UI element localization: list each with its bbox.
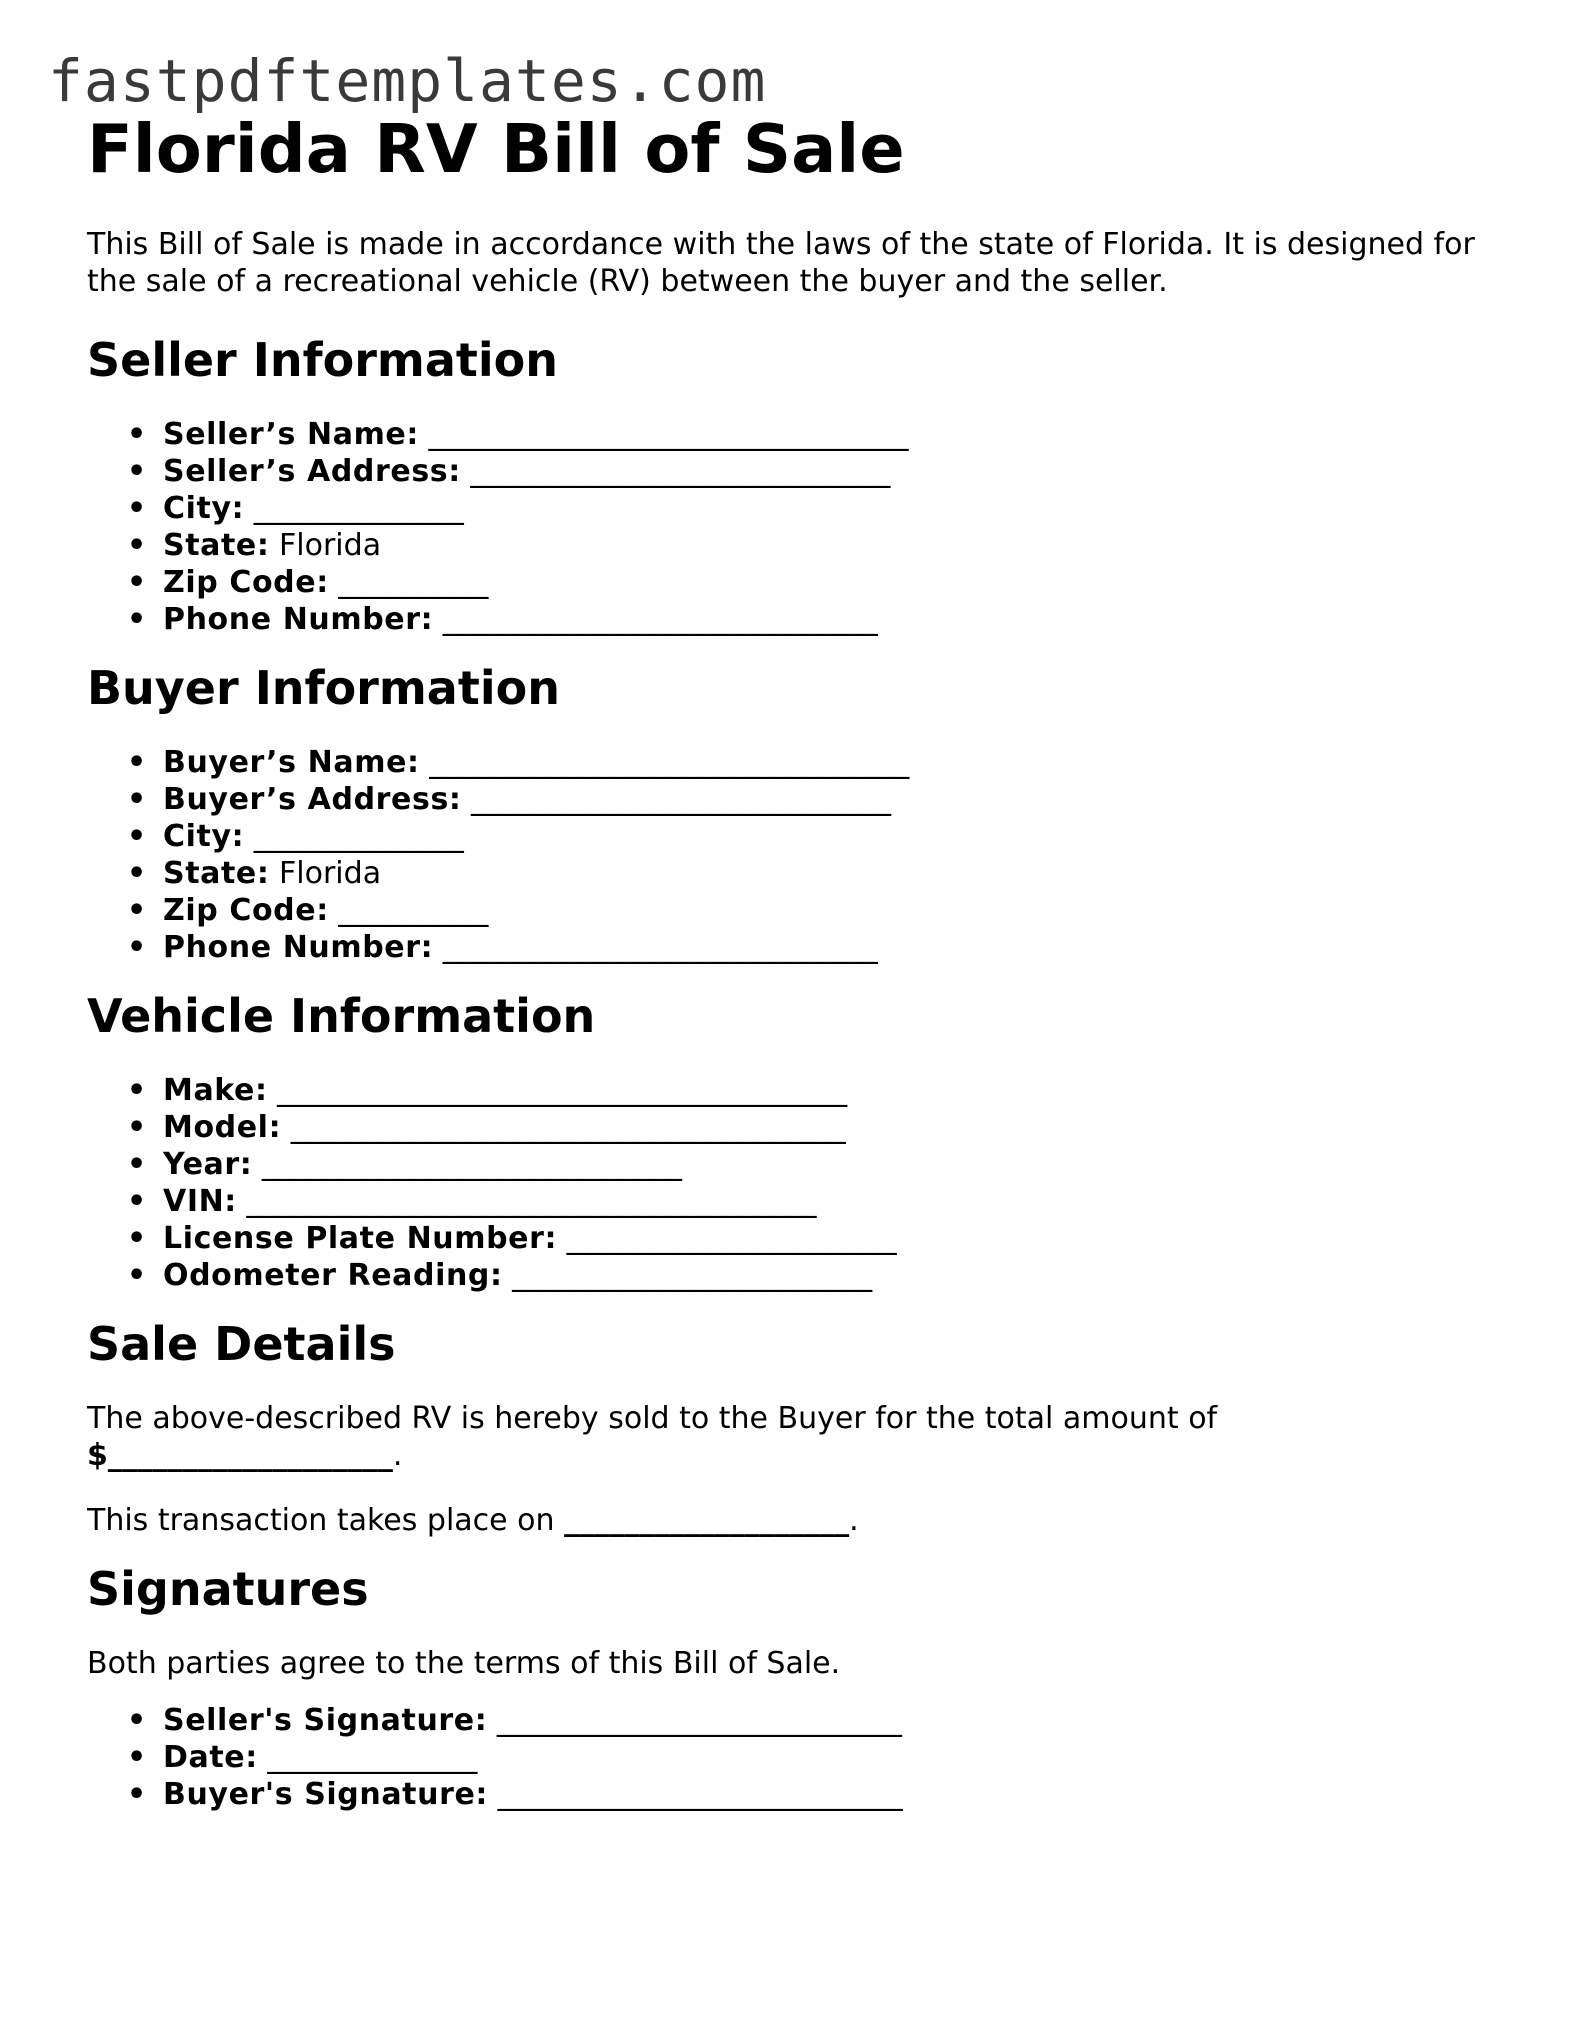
bullet-icon: • — [127, 1740, 147, 1775]
field-label: Buyer’s Name: — [163, 745, 420, 780]
bullet-icon: • — [127, 745, 147, 780]
field-blank[interactable]: ____________________________ — [261, 1147, 682, 1182]
bullet-icon: • — [127, 1184, 147, 1219]
bullet-icon: • — [127, 1073, 147, 1108]
bullet-icon: • — [127, 1777, 147, 1812]
buyer-signature-field[interactable] — [127, 1776, 1487, 1813]
bullet-icon: • — [127, 491, 147, 526]
field-label: Zip Code: — [163, 893, 329, 928]
field-label: State: — [163, 856, 270, 891]
field-label: Seller’s Name: — [163, 417, 419, 452]
seller-city-field[interactable] — [127, 490, 1487, 527]
field-blank[interactable]: ________________________________ — [429, 745, 910, 780]
field-label: Phone Number: — [163, 602, 434, 637]
sale-amount-blank[interactable]: $___________________ — [87, 1438, 393, 1473]
field-blank[interactable]: ______________ — [253, 819, 464, 854]
seller-state-field — [127, 527, 1487, 564]
bullet-icon: • — [127, 1110, 147, 1145]
field-blank[interactable]: __________ — [338, 565, 489, 600]
watermark-text: fastpdftemplates.com — [48, 47, 767, 115]
vehicle-odometer-field[interactable] — [127, 1257, 1487, 1294]
bullet-icon: • — [127, 819, 147, 854]
vehicle-plate-field[interactable] — [127, 1220, 1487, 1257]
field-blank[interactable]: _____________________________ — [442, 602, 878, 637]
signatures-agree-paragraph: Both parties agree to the terms of this Bill of Sale. — [87, 1646, 841, 1681]
bullet-icon: • — [127, 1147, 147, 1182]
bullet-icon: • — [127, 1221, 147, 1256]
field-label: License Plate Number: — [163, 1221, 558, 1256]
field-label: Odometer Reading: — [163, 1258, 503, 1293]
bullet-icon: • — [127, 893, 147, 928]
bullet-icon: • — [127, 417, 147, 452]
buyer-city-field[interactable] — [127, 818, 1487, 855]
field-blank[interactable]: ________________________________ — [428, 417, 909, 452]
seller-fields-list — [87, 416, 1487, 638]
vehicle-year-field[interactable] — [127, 1146, 1487, 1183]
field-blank[interactable]: ____________________________ — [471, 782, 892, 817]
bullet-icon: • — [127, 454, 147, 489]
document-body — [87, 108, 1487, 1813]
sale-amount-paragraph — [87, 1400, 1337, 1474]
bullet-icon: • — [127, 930, 147, 965]
seller-section-heading: Seller Information — [87, 333, 559, 387]
field-blank[interactable]: _____________________________ — [442, 930, 878, 965]
field-label: Model: — [163, 1110, 282, 1145]
sale-date-period: . — [849, 1503, 859, 1538]
vehicle-section-heading: Vehicle Information — [87, 989, 596, 1043]
vehicle-make-field[interactable] — [127, 1072, 1487, 1109]
field-label: Seller's Signature: — [163, 1703, 488, 1738]
seller-name-field[interactable] — [127, 416, 1487, 453]
buyer-section-heading: Buyer Information — [87, 661, 560, 715]
field-label: Buyer's Signature: — [163, 1777, 489, 1812]
field-label: City: — [163, 819, 245, 854]
sale-date-text: This transaction takes place on — [87, 1503, 555, 1538]
field-label: City: — [163, 491, 245, 526]
signature-date-field[interactable] — [127, 1739, 1487, 1776]
seller-address-field[interactable] — [127, 453, 1487, 490]
field-value: Florida — [279, 856, 382, 891]
field-blank[interactable]: ______________ — [253, 491, 464, 526]
field-blank[interactable]: ___________________________ — [497, 1777, 903, 1812]
buyer-name-field[interactable] — [127, 744, 1487, 781]
field-label: State: — [163, 528, 270, 563]
field-label: VIN: — [163, 1184, 237, 1219]
sale-section-heading: Sale Details — [87, 1317, 396, 1371]
buyer-state-field — [127, 855, 1487, 892]
vehicle-model-field[interactable] — [127, 1109, 1487, 1146]
field-blank[interactable]: ______________________________________ — [277, 1073, 848, 1108]
field-label: Year: — [163, 1147, 253, 1182]
signature-fields-list — [87, 1702, 1487, 1813]
seller-phone-field[interactable] — [127, 601, 1487, 638]
field-label: Phone Number: — [163, 930, 434, 965]
field-blank[interactable]: ______________ — [267, 1740, 478, 1775]
field-blank[interactable]: ______________________ — [566, 1221, 897, 1256]
buyer-address-field[interactable] — [127, 781, 1487, 818]
bullet-icon: • — [127, 1703, 147, 1738]
bullet-icon: • — [127, 602, 147, 637]
field-label: Buyer’s Address: — [163, 782, 462, 817]
sale-date-blank[interactable]: ___________________ — [564, 1503, 850, 1538]
bullet-icon: • — [127, 782, 147, 817]
field-blank[interactable]: __________ — [338, 893, 489, 928]
field-blank[interactable]: ______________________________________ — [246, 1184, 817, 1219]
seller-zip-field[interactable] — [127, 564, 1487, 601]
field-label: Zip Code: — [163, 565, 329, 600]
bullet-icon: • — [127, 856, 147, 891]
buyer-fields-list — [87, 744, 1487, 966]
signatures-section-heading: Signatures — [87, 1562, 369, 1616]
sale-date-paragraph — [87, 1502, 1337, 1539]
field-blank[interactable]: ____________________________ — [470, 454, 891, 489]
field-value: Florida — [279, 528, 382, 563]
field-label: Date: — [163, 1740, 258, 1775]
seller-signature-field[interactable] — [127, 1702, 1487, 1739]
sale-amount-period: . — [392, 1438, 403, 1473]
vehicle-fields-list — [87, 1072, 1487, 1294]
field-blank[interactable]: _____________________________________ — [290, 1110, 846, 1145]
field-blank[interactable]: ________________________ — [512, 1258, 873, 1293]
sale-amount-text: The above-described RV is hereby sold to the Buyer for the total amount of — [87, 1401, 1218, 1436]
intro-paragraph: This Bill of Sale is made in accordance with the laws of the state of Florida. It is designed for the sale of a recreational vehicle (RV) between the buyer and the seller. — [87, 227, 1475, 299]
bullet-icon: • — [127, 1258, 147, 1293]
document-title: Florida RV Bill of Sale — [87, 110, 905, 188]
field-label: Make: — [163, 1073, 268, 1108]
field-blank[interactable]: ___________________________ — [496, 1703, 902, 1738]
buyer-zip-field[interactable] — [127, 892, 1487, 929]
vehicle-vin-field[interactable] — [127, 1183, 1487, 1220]
bullet-icon: • — [127, 565, 147, 600]
field-label: Seller’s Address: — [163, 454, 461, 489]
buyer-phone-field[interactable] — [127, 929, 1487, 966]
bullet-icon: • — [127, 528, 147, 563]
